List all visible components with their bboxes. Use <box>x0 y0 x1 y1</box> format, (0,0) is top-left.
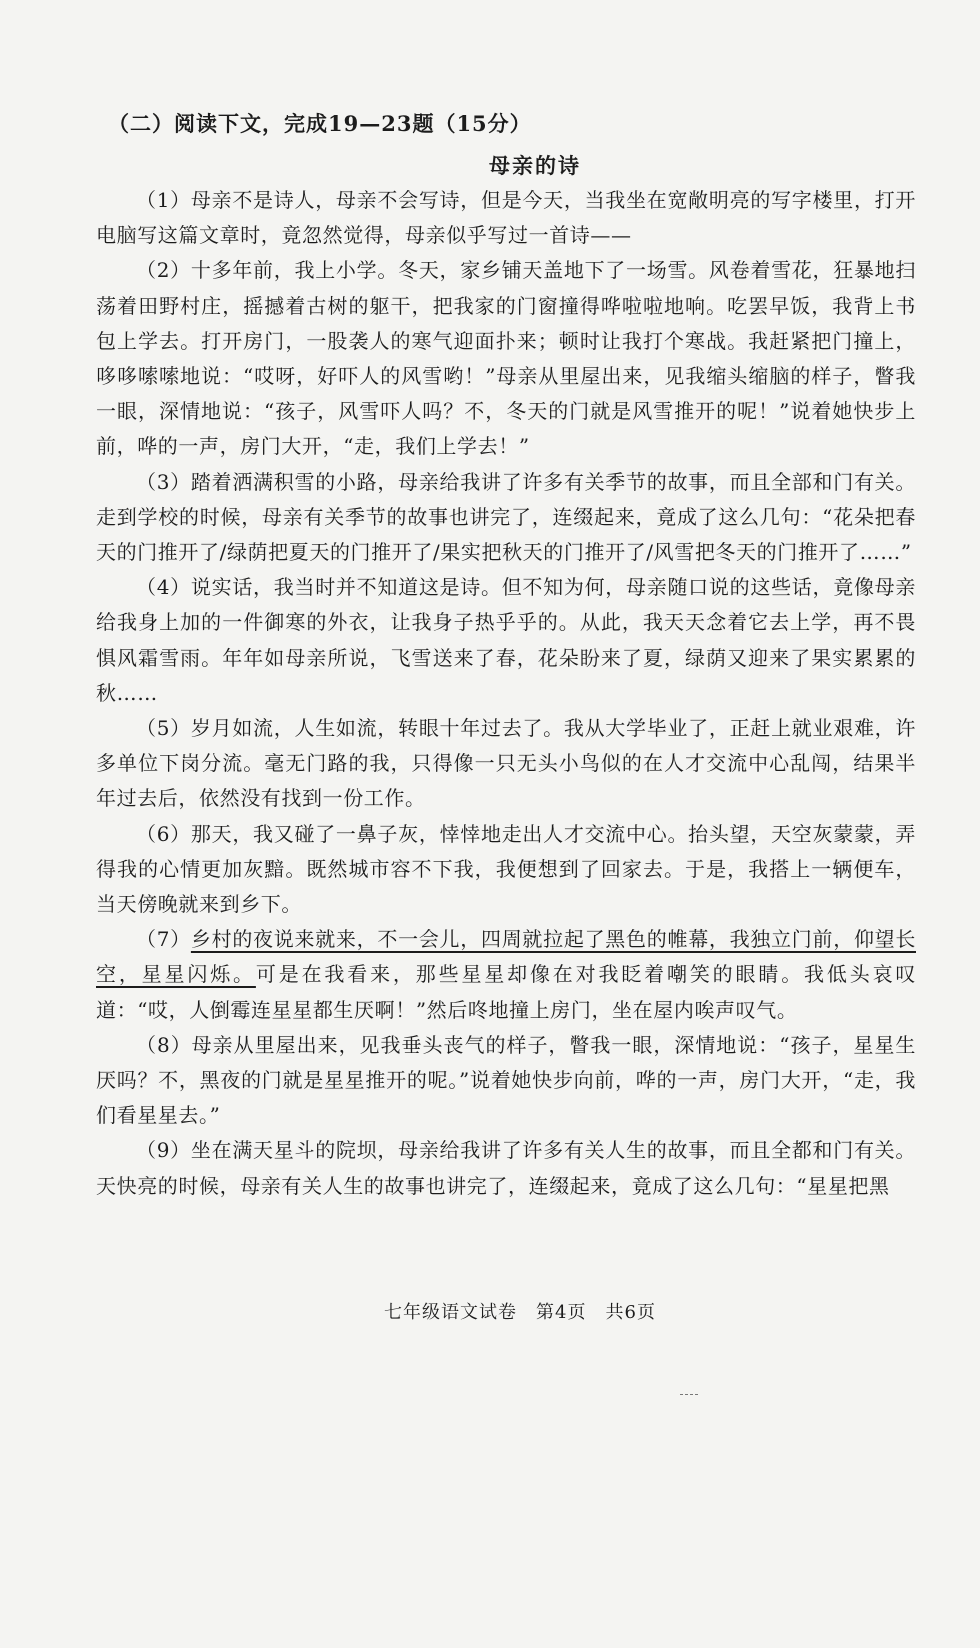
scan-artifact-mark <box>680 1394 698 1395</box>
section-header: （二）阅读下文，完成19—23题（15分） <box>108 111 532 136</box>
paragraph-7-rest: 可是在我看来，那些星星却像在对我眨着嘲笑的眼睛。我低头哀叹道：“哎，人倒霉连星星都生厌啊！”然后咚地撞上房门，坐在屋内唉声叹气。 <box>96 962 917 1022</box>
paragraph-5: （5）岁月如流，人生如流，转眼十年过去了。我从大学毕业了，正赶上就业艰难，许多单位下岗分流。毫无门路的我，只得像一只无头小鸟似的在人才交流中心乱闯，结果半年过去后，依然没有找到一份工作。 <box>96 716 916 811</box>
essay-body <box>96 183 916 1204</box>
paragraph-9: （9）坐在满天星斗的院坝，母亲给我讲了许多有关人生的故事，而且全都和门有关。天快亮的时候，母亲有关人生的故事也讲完了，连缀起来，竟成了这么几句：“星星把黑 <box>96 1138 916 1198</box>
paragraph-8: （8）母亲从里屋出来，见我垂头丧气的样子，瞥我一眼，深情地说：“孩子，星星生厌吗？不，黑夜的门就是星星推开的呢。”说着她快步向前，哗的一声，房门大开，“走，我们看星星去。” <box>96 1032 916 1128</box>
page-footer: 七年级语文试卷 第4页 共6页 <box>384 1302 656 1323</box>
paragraph-7-number: （7） <box>136 927 191 952</box>
paragraph-3: （3）踏着洒满积雪的小路，母亲给我讲了许多有关季节的故事，而且全部和门有关。走到学校的时候，母亲有关季节的故事也讲完了，连缀起来，竟成了这么几句：“花朵把春天的门推开了/绿荫把夏天的门推开了/果实把秋天的门推开了/风雪把冬天的门推开了……” <box>96 469 916 565</box>
paragraph-1: （1）母亲不是诗人，母亲不会写诗，但是今天，当我坐在宽敞明亮的写字楼里，打开电脑写这篇文章时，竟忽然觉得，母亲似乎写过一首诗—— <box>96 188 916 248</box>
paragraph-7 <box>96 922 916 1028</box>
paragraph-6: （6）那天，我又碰了一鼻子灰，悻悻地走出人才交流中心。抬头望，天空灰蒙蒙，弄得我的心情更加灰黯。既然城市容不下我，我便想到了回家去。于是，我搭上一辆便车，当天傍晚就来到乡下。 <box>96 821 916 917</box>
paragraph-2: （2）十多年前，我上小学。冬天，家乡铺天盖地下了一场雪。风卷着雪花，狂暴地扫荡着田野村庄，摇撼着古树的躯干，把我家的门窗撞得哗啦啦地响。吃罢早饭，我背上书包上学去。打开房门，一股袭人的寒气迎面扑来；顿时让我打个寒战。我赶紧把门撞上，哆哆嗦嗦地说：“哎呀，好吓人的风雪哟！”母亲从里屋出来，见我缩头缩脑的样子，瞥我一眼，深情地说：“孩子，风雪吓人吗？不，冬天的门就是风雪推开的呢！”说着她快步上前，哗的一声，房门大开，“走，我们上学去！” <box>96 258 916 459</box>
paragraph-4: （4）说实话，我当时并不知道这是诗。但不知为何，母亲随口说的这些话，竟像母亲给我身上加的一件御寒的外衣，让我身子热乎乎的。从此，我天天念着它去上学，再不畏惧风霜雪雨。年年如母亲所说，飞雪送来了春，花朵盼来了夏，绿荫又迎来了果实累累的秋…… <box>96 575 916 705</box>
essay-title: 母亲的诗 <box>489 153 581 178</box>
underlined-sentence: 乡村的夜说来就来，不一会儿，四周就拉起了黑色的帷幕，我独立门前，仰望长空，星星闪烁。 <box>96 927 916 987</box>
